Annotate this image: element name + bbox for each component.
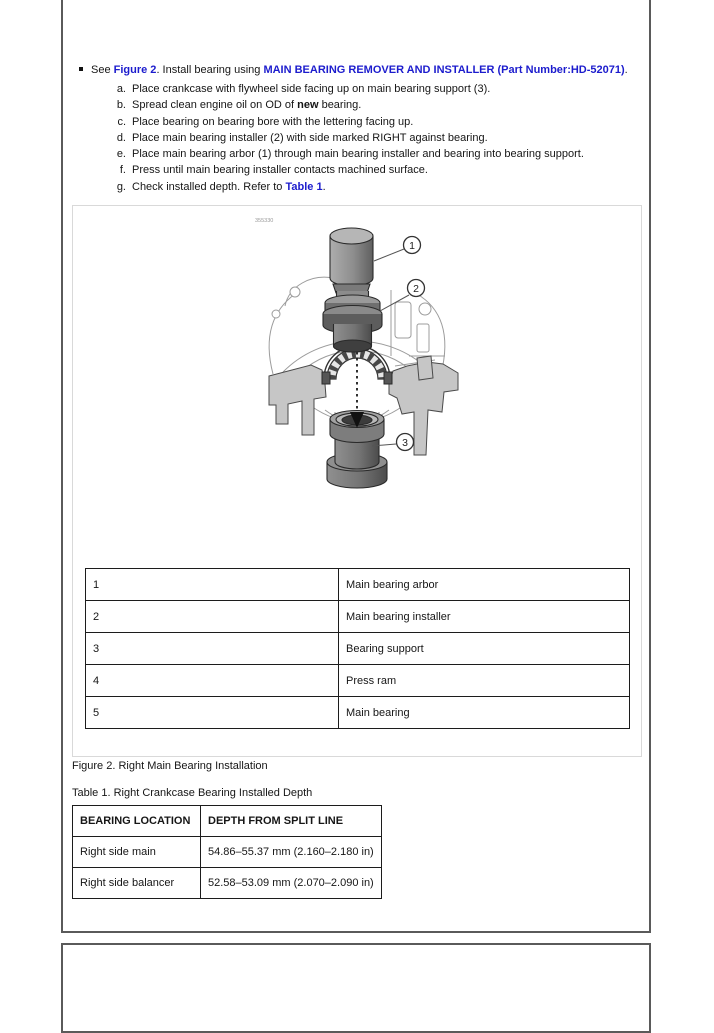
table-1-header-depth: DEPTH FROM SPLIT LINE — [201, 806, 382, 837]
table-cell-location: Right side balancer — [73, 868, 201, 899]
figure-2-link[interactable]: Figure 2 — [113, 64, 157, 76]
legend-value: Main bearing arbor — [339, 569, 630, 601]
table-row — [73, 868, 382, 899]
step-d: d. Place main bearing installer (2) with side marked RIGHT against bearing. — [110, 130, 639, 146]
table-1-title: Table 1. Right Crankcase Bearing Installed Depth — [72, 787, 313, 799]
figure-2-container — [72, 205, 642, 757]
step-a-text: Place crankcase with flywheel side facing up on main bearing support (3). — [132, 83, 491, 95]
table-row — [73, 837, 382, 868]
step-f: f. Press until main bearing installer contacts machined surface. — [110, 162, 639, 178]
legend-row — [86, 569, 630, 601]
legend-key: 3 — [86, 633, 339, 665]
callout-2 — [380, 280, 425, 312]
legend-row — [86, 665, 630, 697]
step-e: e. Place main bearing arbor (1) through main bearing installer and bearing into bearing support. — [110, 146, 639, 162]
legend-value: Main bearing installer — [339, 601, 630, 633]
bearing-installation-illustration — [73, 206, 641, 558]
tool-part-link[interactable]: MAIN BEARING REMOVER AND INSTALLER (Part Number:HD-52071) — [263, 64, 625, 76]
figure-caption: Figure 2. Right Main Bearing Installation — [72, 760, 268, 772]
legend-key: 4 — [86, 665, 339, 697]
step-c: c. Place bearing on bearing bore with the lettering facing up. — [110, 114, 639, 130]
table-1 — [72, 805, 382, 899]
callout-2-number: 2 — [413, 283, 419, 295]
step-b-text: Spread clean engine oil on OD of new bearing. — [132, 99, 362, 112]
legend-row — [86, 633, 630, 665]
instruction-steps — [110, 81, 639, 195]
table-cell-location: Right side main — [73, 837, 201, 868]
step-f-text: Press until main bearing installer contacts machined surface. — [132, 164, 428, 177]
lead-text-mid: . Install bearing using — [156, 64, 264, 76]
callout-1-number: 1 — [409, 240, 415, 252]
legend-row — [86, 697, 630, 729]
legend-key: 5 — [86, 697, 339, 729]
legend-key: 2 — [86, 601, 339, 633]
step-c-text: Place bearing on bearing bore with the lettering facing up. — [132, 115, 414, 128]
table-cell-depth: 52.58–53.09 mm (2.070–2.090 in) — [201, 868, 382, 899]
legend-value: Main bearing — [339, 697, 630, 729]
callout-1 — [374, 237, 421, 262]
table-1-header-row — [73, 806, 382, 837]
bullet-square-icon — [79, 67, 83, 71]
content-section — [61, 0, 651, 933]
figure-legend-table — [85, 568, 630, 729]
legend-value: Bearing support — [339, 633, 630, 665]
step-b: b. Spread clean engine oil on OD of new bearing. — [110, 97, 639, 113]
table-1-header-location: BEARING LOCATION — [73, 806, 201, 837]
table-1-link[interactable]: Table 1 — [285, 180, 323, 193]
press-direction-arrow — [350, 352, 364, 428]
step-e-text: Place main bearing arbor (1) through main bearing installer and bearing into bearing support. — [132, 148, 584, 161]
lead-text-end: . — [624, 64, 628, 76]
step-g: g. Check installed depth. Refer to Table 1. — [110, 179, 639, 195]
step-d-text: Place main bearing installer (2) with side marked RIGHT against bearing. — [132, 131, 488, 144]
arbor-and-installer-illustration — [323, 228, 382, 352]
instruction-block — [79, 64, 639, 195]
step-g-text: Check installed depth. Refer to Table 1. — [132, 180, 326, 193]
legend-key: 1 — [86, 569, 339, 601]
next-content-section — [61, 943, 651, 1033]
lead-text-pre: See — [91, 64, 114, 76]
table-cell-depth: 54.86–55.37 mm (2.160–2.180 in) — [201, 837, 382, 868]
step-a: a. Place crankcase with flywheel side facing up on main bearing support (3). — [110, 81, 639, 97]
legend-row — [86, 601, 630, 633]
instruction-lead — [79, 64, 639, 76]
figure-image-number: 355330 — [255, 218, 274, 224]
callout-3-number: 3 — [402, 437, 408, 449]
legend-value: Press ram — [339, 665, 630, 697]
